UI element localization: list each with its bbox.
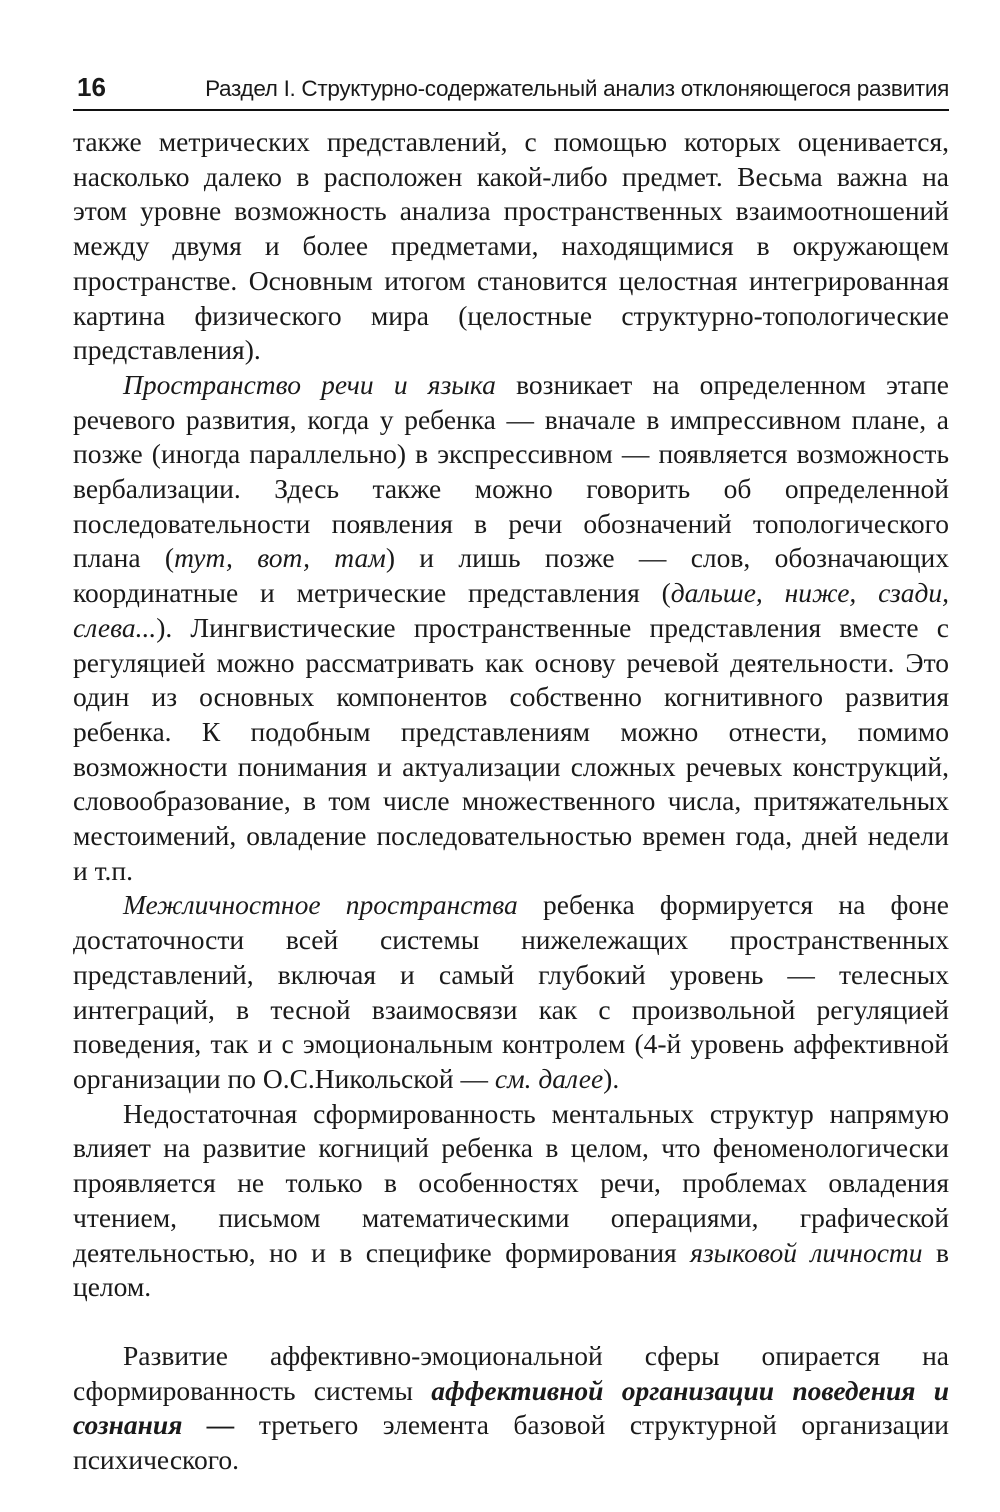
section-title: Раздел I. Структурно-содержательный анализ отклоняющегося развития	[205, 76, 949, 101]
paragraph-3	[73, 888, 949, 1096]
paragraph-2-text-3: ). Лингвистические пространственные представления вместе с регуляцией можно рассматривать как основу речевой деятельности. Это один из основных компонентов собственно когнитивного развития ребенка. К подобным представлениям можно отнести, помимо возможности понимания и актуализации сложных речевых конструкций, словообразование, в том числе множественного числа, притяжательных местоимений, овладение последовательностью времен года, дней недели и т.п.	[73, 611, 949, 886]
page-number: 16	[77, 72, 106, 102]
paragraph-5-text-1: Развитие аффективно-эмоциональной сферы опирается на сформированность системы	[73, 1339, 949, 1406]
book-page	[73, 72, 949, 1478]
paragraph-1-text: также метрических представлений, с помощью которых оценивается, насколько далеко в расположен какой-либо предмет. Весьма важна на этом уровне возможность анализа пространственных взаимоотношений между двумя и более предметами, находящимися в окружающем пространстве. Основным итогом становится целостная интегрированная картина физического мира (целостные структурно-топологические представления).	[73, 126, 949, 366]
term-affective-organization: аффективной организации поведения и сознания —	[73, 1374, 949, 1441]
paragraph-2	[73, 368, 949, 889]
term-interpersonal-space: Межличностное пространства	[123, 889, 518, 921]
paragraph-3-text-1: ребенка формируется на фоне достаточности всей системы нижележащих пространственных представлений, включая и самый глубокий уровень — телесных интеграций, в тесной взаимосвязи как с произвольной регуляцией поведения, так и с эмоциональным контролем (4-й уровень аффективной организации по О.С.Никольской —	[73, 889, 949, 1094]
paragraph-4-text-1: Недостаточная сформированность ментальных структур напрямую влияет на развитие когниций ребенка в целом, что феноменологически проявляется не только в особенностях речи, проблемах овладения чтением, письмом математическими операциями, графической деятельностью, но и в специфике формирования	[73, 1097, 949, 1268]
example-metric-words: дальше, ниже, сзади, слева...	[73, 577, 949, 643]
paragraph-5-text-2: третьего элемента базовой структурной организации психического.	[73, 1409, 950, 1476]
paragraph-3-text-2: ).	[603, 1062, 620, 1094]
paragraph-5	[73, 1339, 949, 1478]
example-topological-words: тут, вот, там	[174, 542, 386, 574]
paragraph-4	[73, 1097, 949, 1305]
paragraph-4-text-2: в целом.	[73, 1236, 949, 1303]
paragraph-2-text-1: возникает на определенном этапе речевого развития, когда у ребенка — вначале в импрессивном плане, а позже (иногда параллельно) в экспрессивном — появляется возможность вербализации. Здесь также можно говорить об определенной последовательности появления в речи обозначений топологического плана (	[73, 368, 949, 574]
paragraph-1	[73, 125, 949, 368]
term-linguistic-personality: языковой личности	[690, 1236, 923, 1268]
body-text	[73, 125, 949, 1478]
paragraph-2-text-2: ) и лишь позже — слов, обозначающих координатные и метрические представления (	[73, 542, 950, 609]
cross-reference: см. далее	[494, 1062, 604, 1094]
term-speech-space: Пространство речи и языка	[123, 368, 496, 400]
running-header	[73, 72, 949, 111]
